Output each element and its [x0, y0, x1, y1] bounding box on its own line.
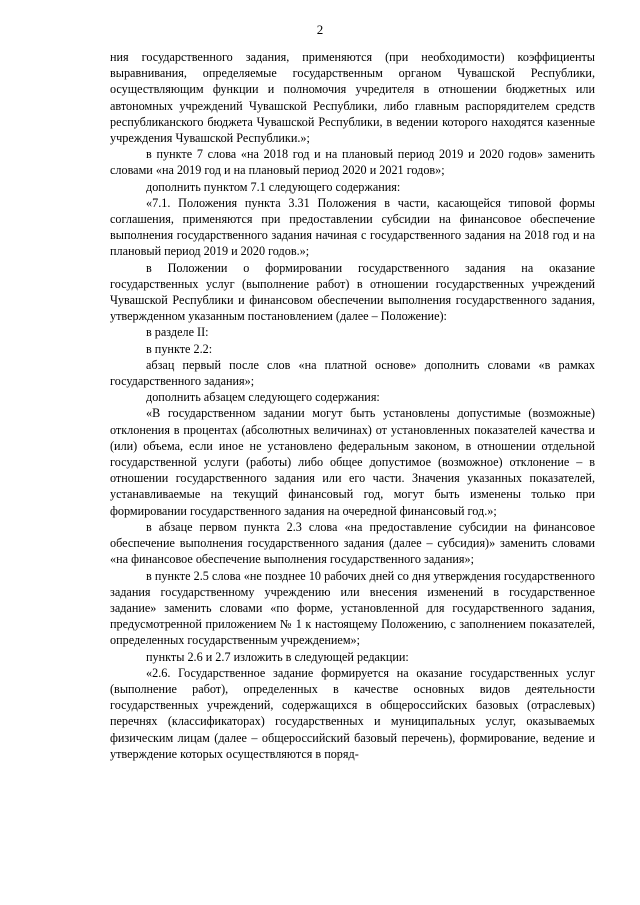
paragraph: «2.6. Государственное задание формируется на оказание государственных услуг (выполнение работ), определенных в качестве основных видов деятельности государственных учреждений, содержащихся в общероссийских базовых (отраслевых) перечнях (классификаторах) государственных и муниципальных услуг, оказываемых физическим лицам (далее – общероссийский базовый перечень), формирование, ведение и утверждение которых осуществляются в поряд-	[110, 665, 595, 761]
paragraph: в пункте 2.5 слова «не позднее 10 рабочих дней со дня утверждения государственного задания государственному учреждению или внесения изменений в государственное задание» заменить словами «по форме, установленной для государственного задания, предусмотренной приложением № 1 к настоящему Положению, с заполнением показателей, определенных государственным учреждением»;	[110, 568, 595, 648]
paragraph: ния государственного задания, применяются (при необходимости) коэффициенты выравнивания, определяемые государственным органом Чувашской Республики, осуществляющим функции и полномочия учредителя в отношении бюджетных или автономных учреждений Чувашской Республики, либо главным распорядителем средств республиканского бюджета Чувашской Республики, в ведении которого находятся казенные учреждения Чувашской Республики.»;	[110, 50, 595, 146]
paragraph: «В государственном задании могут быть установлены допустимые (возможные) отклонения в процентах (абсолютных величинах) от установленных показателей качества и (или) объема, если иное не установлено федеральным законом, в отношении отдельной государственной услуги (работы) либо общее допустимое (возможное) отклонение – в отношении государственного задания или его части. Значения указанных показателей, устанавливаемые на текущий финансовый год, могут быть изменены только при формировании государственного задания на очередной финансовый год.»;	[110, 406, 595, 518]
paragraph: дополнить абзацем следующего содержания:	[146, 390, 380, 405]
document-body	[110, 49, 595, 762]
paragraph: абзац первый после слов «на платной основе» дополнить словами «в рамках государственного задания»;	[110, 357, 595, 389]
paragraph: в абзаце первом пункта 2.3 слова «на предоставление субсидии на финансовое обеспечение выполнения государственного задания (далее – субсидия)» заменить словами «на финансовое обеспечение выполнения государственного задания»;	[110, 519, 595, 567]
page-number: 2	[316, 22, 324, 37]
paragraph: в Положении о формировании государственного задания на оказание государственных услуг (выполнение работ) в отношении государственных учреждений Чувашской Республики и финансовом обеспечении выполнения государственного задания, утвержденном указанным постановлением (далее – Положение):	[110, 260, 595, 324]
paragraph: в пункте 7 слова «на 2018 год и на плановый период 2019 и 2020 годов» заменить словами «на 2019 год и на плановый период 2020 и 2021 годов»;	[110, 147, 595, 178]
paragraph: в разделе II:	[146, 325, 209, 340]
paragraph: в пункте 2.2:	[146, 341, 213, 356]
paragraph: пункты 2.6 и 2.7 изложить в следующей редакции:	[146, 649, 409, 664]
paragraph: дополнить пунктом 7.1 следующего содержания:	[146, 179, 401, 194]
paragraph: «7.1. Положения пункта 3.31 Положения в части, касающейся типовой формы соглашения, применяются при предоставлении субсидии на финансовое обеспечение выполнения государственного задания начиная с государственного задания на 2018 год и на плановый период 2019 и 2020 годов.»;	[110, 195, 595, 259]
